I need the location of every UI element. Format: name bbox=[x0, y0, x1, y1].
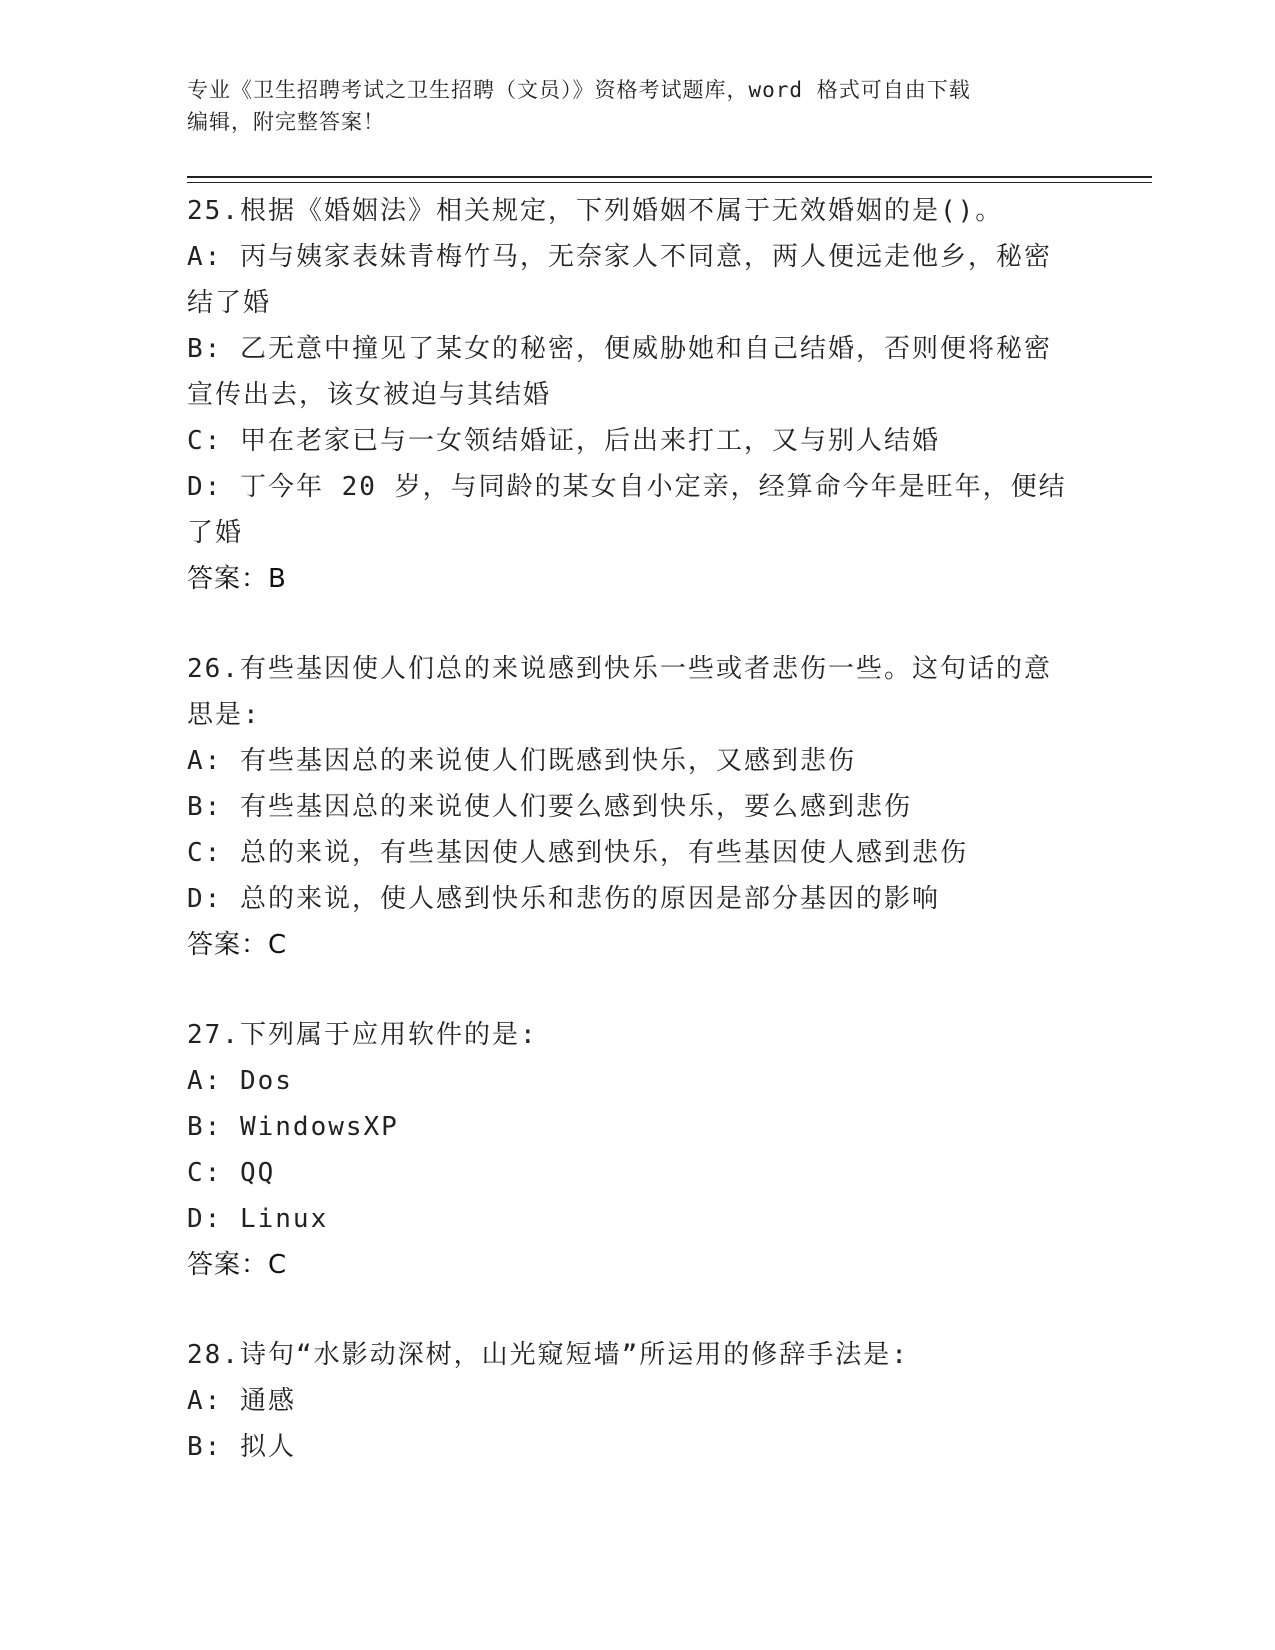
question-block-28 bbox=[187, 1332, 1087, 1470]
question-stem: 27.下列属于应用软件的是: bbox=[187, 1020, 538, 1050]
question-block-26 bbox=[187, 646, 1087, 968]
option-a: A: 丙与姨家表妹青梅竹马，无奈家人不同意，两人便远走他乡，秘密 bbox=[187, 242, 1052, 272]
document-header bbox=[187, 74, 1087, 138]
option-b: B: 拟人 bbox=[187, 1432, 296, 1462]
answer-label: 答案：C bbox=[187, 930, 288, 960]
option-d: D: 总的来说，使人感到快乐和悲伤的原因是部分基因的影响 bbox=[187, 884, 940, 914]
option-b: B: WindowsXP bbox=[187, 1112, 399, 1142]
option-d: D: Linux bbox=[187, 1204, 329, 1234]
option-a-cont: 结了婚 bbox=[187, 288, 272, 318]
option-c: C: QQ bbox=[187, 1158, 276, 1188]
question-list bbox=[187, 188, 1087, 1470]
option-d: D: 丁今年 20 岁，与同龄的某女自小定亲，经算命今年是旺年，便结 bbox=[187, 472, 1067, 502]
option-a: A: 有些基因总的来说使人们既感到快乐，又感到悲伤 bbox=[187, 746, 856, 776]
question-block-27 bbox=[187, 1012, 1087, 1288]
question-stem: 28.诗句“水影动深树，山光窥短墙”所运用的修辞手法是: bbox=[187, 1340, 909, 1370]
option-c: C: 总的来说，有些基因使人感到快乐，有些基因使人感到悲伤 bbox=[187, 838, 968, 868]
option-c: C: 甲在老家已与一女领结婚证，后出来打工，又与别人结婚 bbox=[187, 426, 940, 456]
question-stem: 25.根据《婚姻法》相关规定，下列婚姻不属于无效婚姻的是()。 bbox=[187, 196, 1004, 226]
question-block-25 bbox=[187, 188, 1087, 602]
question-stem-cont: 思是: bbox=[187, 700, 261, 730]
option-b: B: 乙无意中撞见了某女的秘密，便威胁她和自己结婚，否则便将秘密 bbox=[187, 334, 1052, 364]
option-a: A: 通感 bbox=[187, 1386, 296, 1416]
answer-label: 答案：C bbox=[187, 1250, 288, 1280]
answer-label: 答案：B bbox=[187, 564, 287, 594]
header-line-1: 专业《卫生招聘考试之卫生招聘（文员）》资格考试题库，word 格式可自由下载 bbox=[187, 78, 971, 102]
header-divider-thin bbox=[187, 182, 1152, 183]
header-line-2: 编辑，附完整答案！ bbox=[187, 110, 385, 134]
option-b: B: 有些基因总的来说使人们要么感到快乐，要么感到悲伤 bbox=[187, 792, 912, 822]
option-b-cont: 宣传出去，该女被迫与其结婚 bbox=[187, 380, 552, 410]
question-stem: 26.有些基因使人们总的来说感到快乐一些或者悲伤一些。这句话的意 bbox=[187, 654, 1052, 684]
option-d-cont: 了婚 bbox=[187, 518, 244, 548]
option-a: A: Dos bbox=[187, 1066, 293, 1096]
header-divider-thick bbox=[187, 176, 1152, 178]
